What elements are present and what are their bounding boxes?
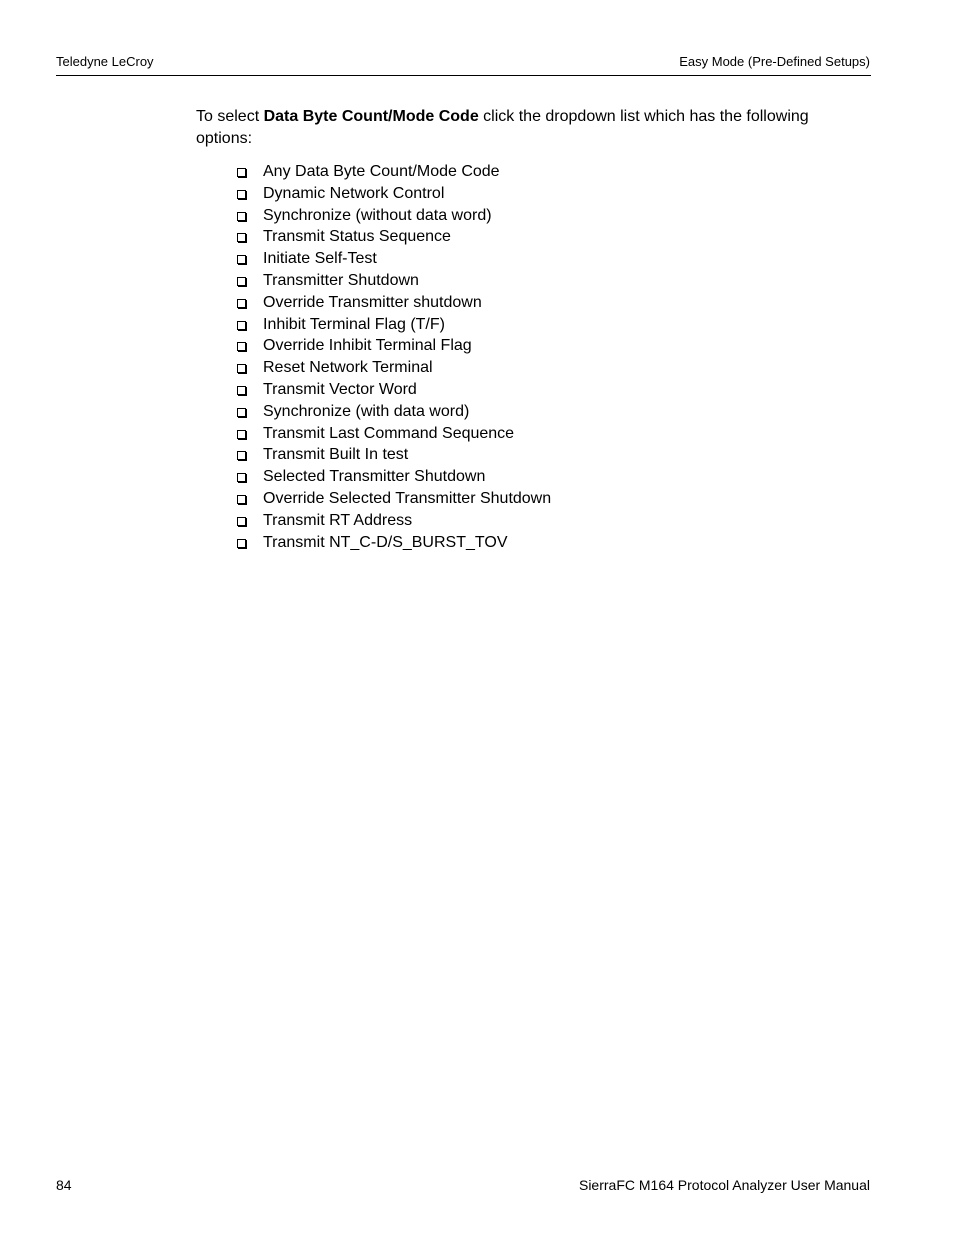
intro-text-before: To select	[196, 108, 264, 125]
option-label: Override Transmitter shutdown	[263, 293, 482, 311]
checkbox-square-icon	[237, 212, 246, 221]
checkbox-square-icon	[237, 299, 246, 308]
option-label: Override Inhibit Terminal Flag	[263, 337, 472, 355]
list-item	[236, 466, 866, 488]
list-item	[236, 357, 866, 379]
option-label: Transmit Vector Word	[263, 380, 417, 398]
header-section-title: Easy Mode (Pre-Defined Setups)	[679, 54, 870, 69]
option-label: Synchronize (with data word)	[263, 402, 470, 420]
option-label: Transmit Built In test	[263, 446, 409, 464]
checkbox-square-icon	[237, 233, 246, 242]
option-label: Transmit Last Command Sequence	[263, 424, 515, 442]
checkbox-square-icon	[237, 517, 246, 526]
list-item	[236, 161, 866, 183]
list-item	[236, 401, 866, 423]
intro-bold-term: Data Byte Count/Mode Code	[263, 108, 479, 125]
list-item	[236, 226, 866, 248]
option-label: Initiate Self-Test	[263, 250, 377, 268]
intro-text-after: click the dropdown list which has the following options:	[196, 108, 809, 147]
list-item	[236, 183, 866, 205]
list-item	[236, 510, 866, 532]
checkbox-square-icon	[237, 168, 246, 177]
list-item	[236, 444, 866, 466]
option-label: Any Data Byte Count/Mode Code	[263, 163, 500, 180]
checkbox-square-icon	[237, 430, 246, 439]
list-item	[236, 205, 866, 227]
checkbox-square-icon	[237, 364, 246, 373]
checkbox-square-icon	[237, 408, 246, 417]
header-company: Teledyne LeCroy	[56, 54, 154, 69]
list-item	[236, 488, 866, 510]
option-label: Synchronize (without data word)	[263, 206, 492, 224]
list-item	[236, 314, 866, 336]
option-label: Dynamic Network Control	[263, 184, 445, 202]
checkbox-square-icon	[237, 495, 246, 504]
page-content	[196, 106, 866, 553]
options-list	[236, 161, 866, 553]
option-label: Transmit RT Address	[263, 511, 413, 529]
option-label: Reset Network Terminal	[263, 359, 433, 377]
option-label: Transmit Status Sequence	[263, 228, 451, 246]
checkbox-square-icon	[237, 451, 246, 460]
footer-manual-title: SierraFC M164 Protocol Analyzer User Manual	[578, 1177, 870, 1193]
checkbox-square-icon	[237, 277, 246, 286]
list-item	[236, 270, 866, 292]
checkbox-square-icon	[237, 255, 246, 264]
checkbox-square-icon	[237, 473, 246, 482]
checkbox-square-icon	[237, 342, 246, 351]
list-item	[236, 292, 866, 314]
option-label: Override Selected Transmitter Shutdown	[263, 489, 552, 507]
page-footer	[56, 1175, 871, 1197]
page-header	[56, 53, 871, 76]
list-item	[236, 423, 866, 445]
intro-paragraph	[196, 106, 866, 150]
option-label: Transmit NT_C-D/S_BURST_TOV	[263, 533, 508, 551]
list-item	[236, 532, 866, 554]
option-label: Transmitter Shutdown	[263, 271, 419, 289]
list-item	[236, 335, 866, 357]
option-label: Selected Transmitter Shutdown	[263, 468, 486, 486]
option-label: Inhibit Terminal Flag (T/F)	[263, 315, 445, 333]
checkbox-square-icon	[237, 386, 246, 395]
checkbox-square-icon	[237, 321, 246, 330]
checkbox-square-icon	[237, 190, 246, 199]
checkbox-square-icon	[237, 539, 246, 548]
list-item	[236, 248, 866, 270]
page-number: 84	[56, 1177, 72, 1193]
list-item	[236, 379, 866, 401]
